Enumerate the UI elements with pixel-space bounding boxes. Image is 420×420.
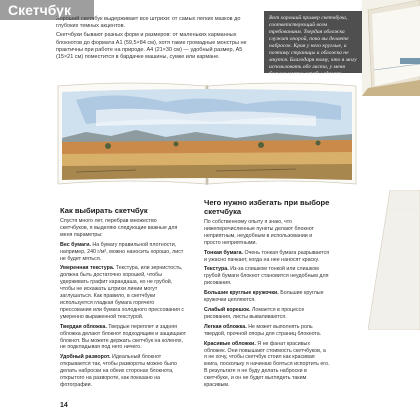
intro-paragraph-1: Хороший скетчбук выдерживает все штрихи: от самых легких мазков до глубоких темных акцентов.: [56, 16, 241, 30]
intro-text: [56, 16, 260, 63]
page-number: 14: [60, 402, 68, 409]
sketchbook-edge-photo: [368, 190, 420, 330]
right-column: [204, 219, 330, 392]
right-paragraph: Слабый корешок. Ломается в процессе рисования, листы вываливаются.: [204, 306, 305, 320]
caption-text: Вот хороший пример скетчбука, соответствующий всем требованиям. Твердая обложка служит опорой, пока вы делаете набросок. Края у него круглые, и поэтому страницы и обложка не мнутся. Благодаря тому, что я могу использовать обе листа, у меня больше места, чтобы сделать: [269, 15, 357, 77]
left-intro: Спустя много лет, перебрав множество скетчбуков, я выделяю следующие важные для меня параметры:: [60, 218, 178, 238]
right-section-heading: Чего нужно избегать при выборе скетчбука: [204, 198, 330, 216]
sketchbook-corner-photo: [362, 0, 420, 96]
right-paragraph: Большие круглые кружочки. Большие круглые кружочки цепляются.: [204, 290, 324, 304]
left-paragraph: Твердая обложка. Твердые переплет и задняя обложка делают блокнот подходящим и защищают блокнот. Вы можете держать скетчбук на коленях, не подкладывая под него ничего.: [60, 323, 186, 351]
right-paragraph: Красивые обложки. Я не фанат красивых обложек. Они повышают стоимость скетчбуков, а я не хочу, чтобы скетчбук стоил как красивая книга, поскольку я начинаю бояться испортить его. В результате я не буду делать наброски в скетчбуке, и он не будет выглядеть таким красивым.: [204, 340, 330, 389]
left-section-heading: Как выбирать скетчбук: [60, 206, 148, 215]
sketchbook-spread-illustration: [56, 80, 358, 190]
chapter-title: Скетчбук: [8, 2, 71, 18]
left-paragraph: Вес бумаги. На бумагу правильной плотности, например, 240 г/м², можно наносить хорошо, лист не будет мяться.: [60, 241, 184, 262]
right-paragraph: Текстура. Из-за слишком тонкой или слишком грубой бумаги блокнот становится неудобным для рисования.: [204, 266, 329, 287]
caption-box: [264, 11, 364, 77]
intro-paragraph-2: Скетчбуки бывают разных форм и размеров: от маленьких карманных блокнотов до формата А1 (59,5×84 см), хотя такие громадные монстры не практичны при работе на природе. А4 (21×30 см) — удобный размер, А5 (15×21 см) поместится в бардачке машины, сумке или кармане.: [56, 32, 247, 61]
left-paragraph: Умеренная текстура. Текстура, или зернистость, должна быть достаточно хорошей, чтобы удерживать графит карандаша, но не грубой, чтобы не искажать штрихи линии могут заглушаться. Как правило, в скетчбуки используется гладкая бумага горячего прессования или бумага холодного прессования с умеренно выраженной текстурой.: [60, 265, 185, 320]
left-paragraph: Удобный разворот. Идеальный блокнот открывается так, чтобы развороты можно было делать наброски на обеих сторонах блокнота, открытого на развороте, как показано на фотографии.: [60, 354, 177, 388]
right-paragraph: Легкая обложка. Не может выполнять роль твердой, прочной опоры для страниц блокнота.: [204, 323, 322, 337]
right-paragraph: Тонкая бумага. Очень тонкая бумага разрывается и ужасно пачкает, когда на нее наносят краску.: [204, 249, 330, 263]
right-intro: По собственному опыту я знаю, что нижеперечисленные пункты делают блокнот неприятным, неудобным в использовании и просто неприятными.: [204, 219, 314, 246]
left-column: [60, 218, 186, 392]
